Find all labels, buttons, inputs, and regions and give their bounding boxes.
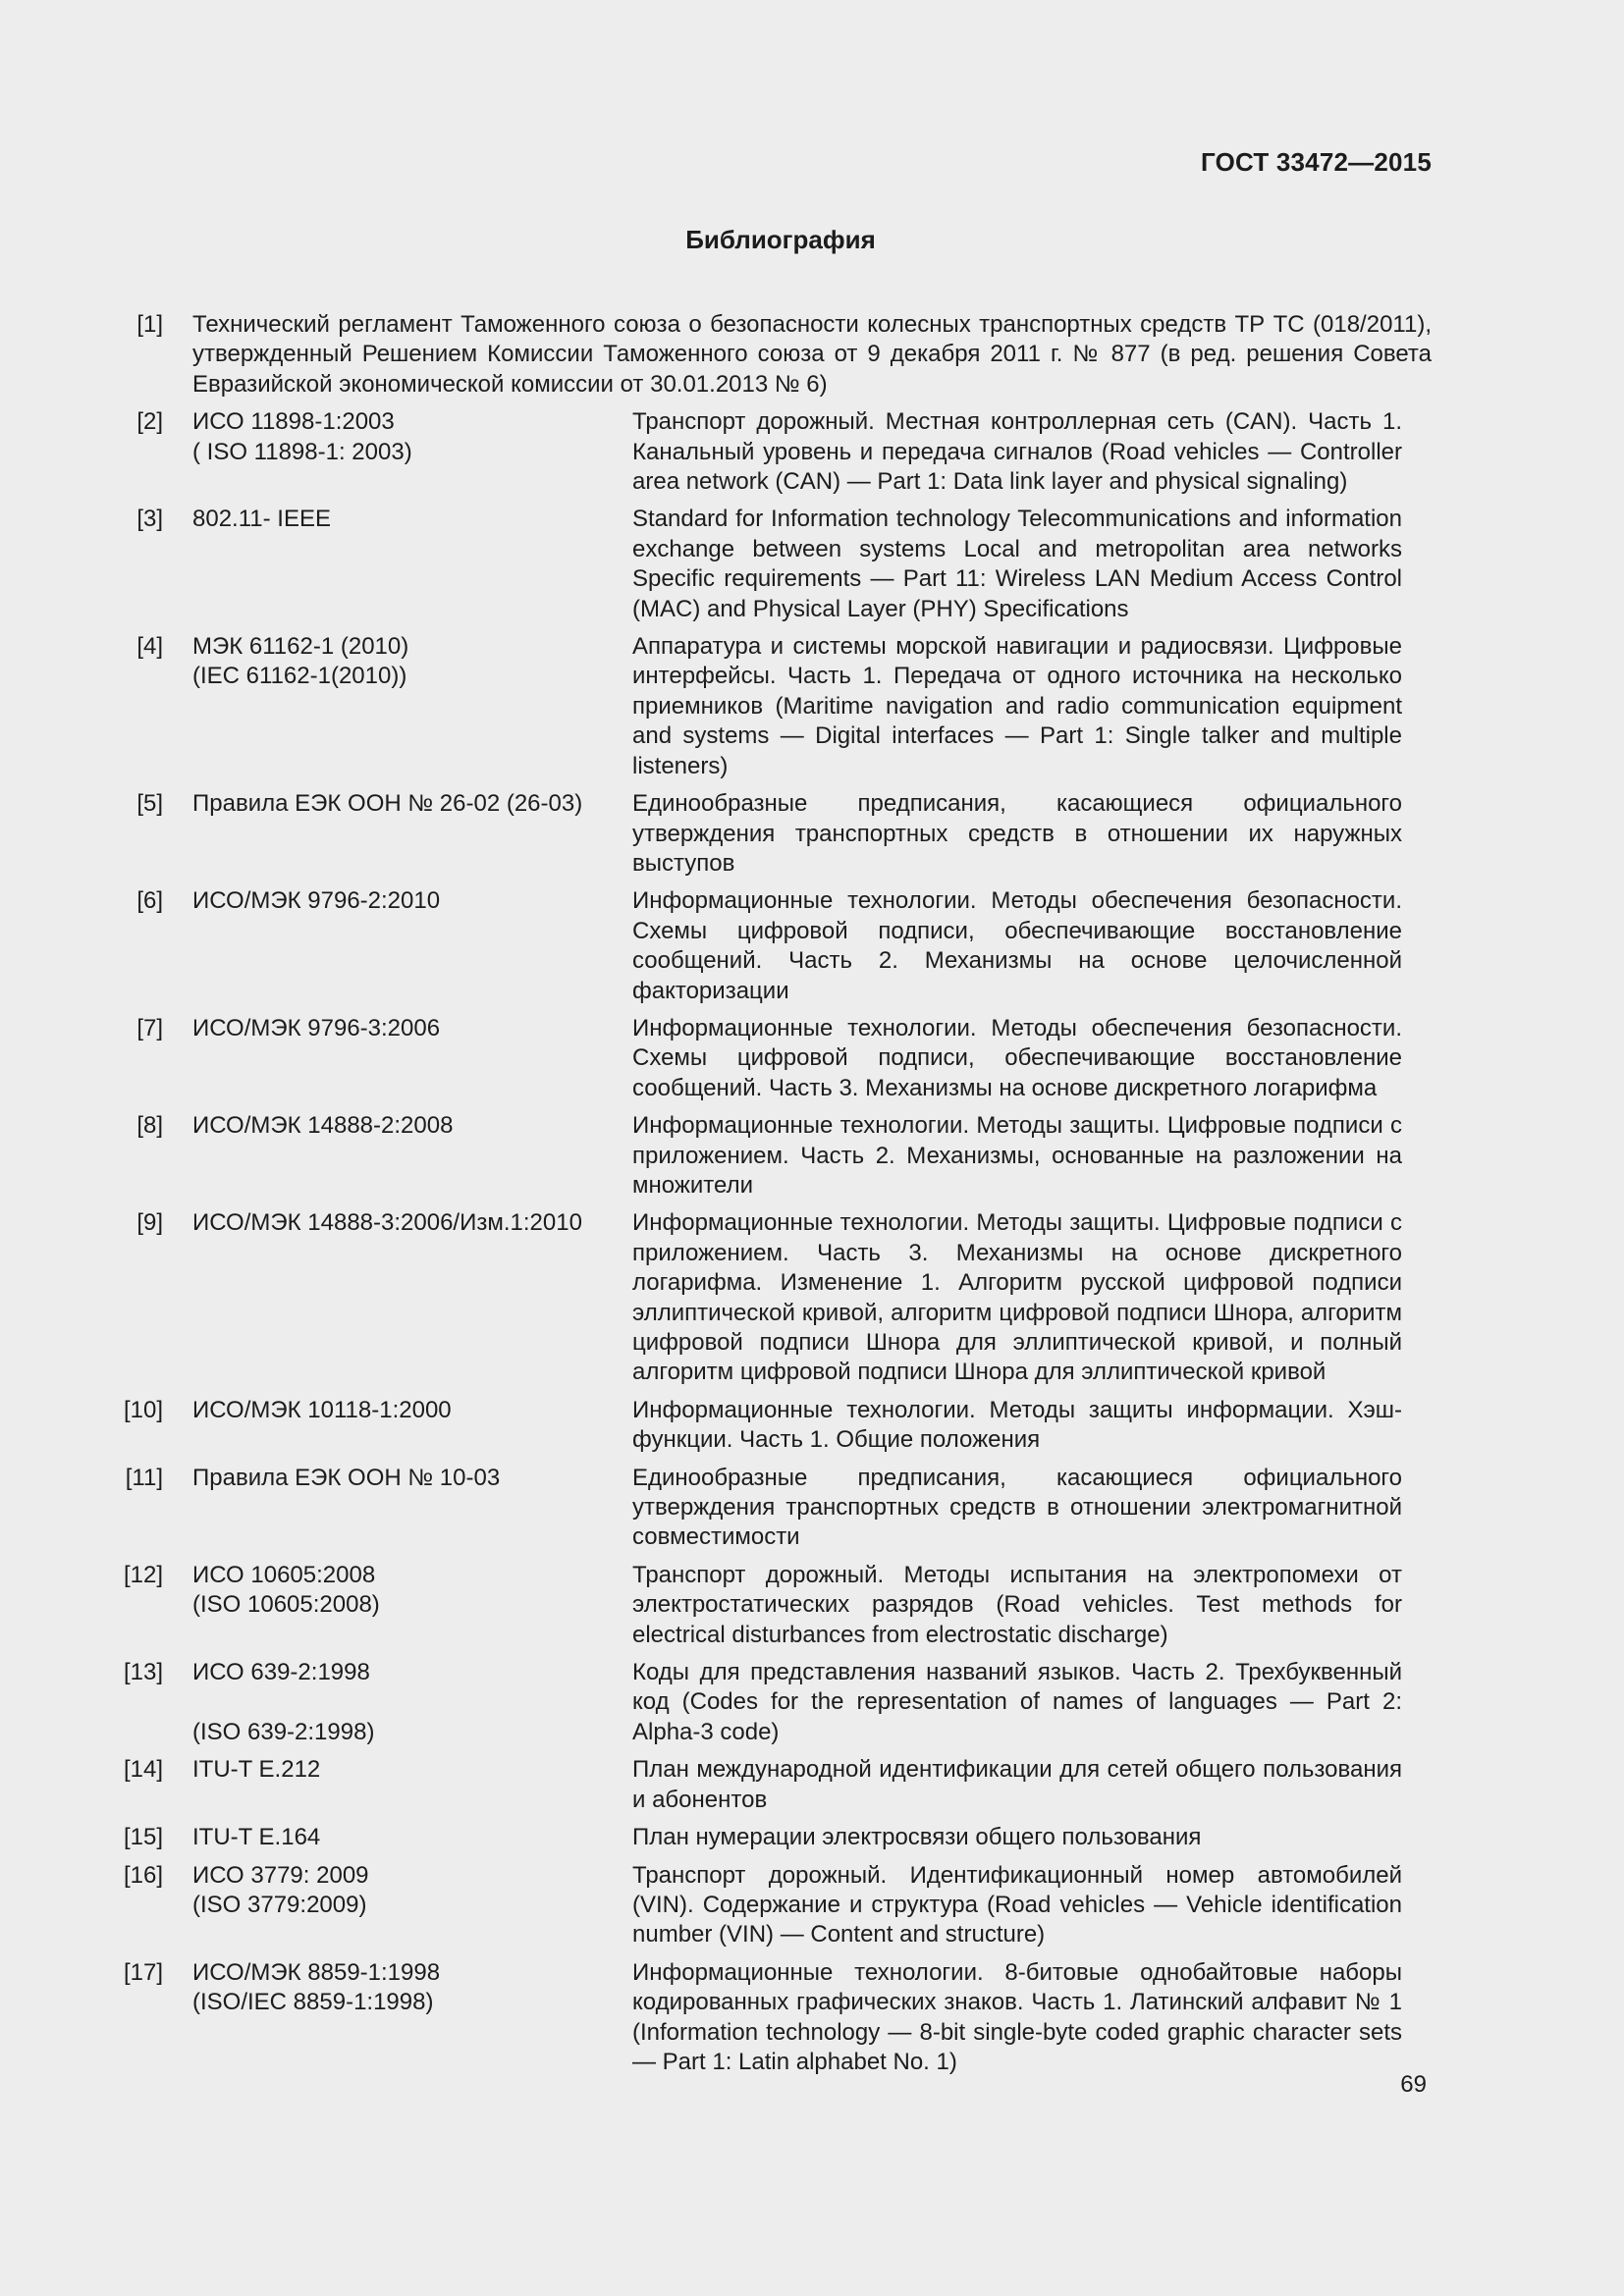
entry-description: Информационные технологии. Методы защиты. Цифровые подписи с приложением. Часть 2. Механизмы, основанные на разложении на множители (632, 1112, 1402, 1199)
entry-reference (163, 1396, 632, 1456)
entry-number: [11] (125, 1464, 163, 1491)
page-title: Библиография (685, 225, 876, 254)
reference-code: ИСО/МЭК 9796-2:2010 (192, 887, 441, 915)
entry-reference (163, 789, 632, 879)
bibliography-entry (116, 886, 1432, 1006)
entry-number: [16] (123, 1861, 163, 1889)
reference-code: ИСО/МЭК 8859-1:1998 (192, 1958, 441, 1986)
reference-code: ИСО/МЭК 14888-3:2006/Изм.1:2010 (192, 1209, 582, 1237)
entry-reference (163, 1014, 632, 1103)
reference-code: ИСО 10605:2008 (192, 1561, 376, 1588)
bibliography-entry (116, 789, 1432, 879)
entry-reference (163, 407, 632, 497)
entry-reference (163, 632, 632, 781)
bibliography-entry (116, 1111, 1432, 1201)
reference-code: 802.11- IEEE (192, 506, 331, 533)
entry-description: Информационные технологии. Методы защиты информации. Хэш-функции. Часть 1. Общие положения (632, 1396, 1402, 1454)
entry-reference (163, 1464, 632, 1553)
entry-reference (163, 1823, 632, 1852)
entry-number: [10] (123, 1396, 163, 1423)
entry-number: [17] (123, 1958, 163, 1986)
entry-reference (163, 1958, 632, 2078)
bibliography-entry (116, 505, 1432, 624)
reference-code: ITU-T E.212 (192, 1756, 321, 1784)
entry-reference (163, 886, 632, 1006)
entry-number: [9] (136, 1209, 163, 1237)
entry-reference (163, 1755, 632, 1815)
entry-description: Транспорт дорожный. Методы испытания на электропомехи от электростатических разрядов (Road vehicles. Test methods for electrical disturbances from electrostatic discharge) (632, 1561, 1402, 1648)
entry-description: План нумерации электросвязи общего пользования (632, 1824, 1202, 1851)
reference-code-alt: (ISO 639-2:1998) (192, 1718, 375, 1745)
entry-description: Standard for Information technology Telecommunications and information exchange between systems Local and metropolitan area networks Specific requirements — Part 11: Wireless LAN Medium Access Control (MAC) and Physical Layer (PHY) Specifications (632, 506, 1402, 622)
bibliography-entry (116, 1464, 1432, 1553)
reference-code: ИСО/МЭК 9796-3:2006 (192, 1014, 441, 1041)
reference-code: ИСО/МЭК 14888-2:2008 (192, 1112, 454, 1140)
entry-reference (163, 1561, 632, 1650)
bibliography-entry (116, 1823, 1432, 1852)
entry-reference (163, 1111, 632, 1201)
entry-number: [2] (136, 408, 163, 436)
entry-description: Информационные технологии. Методы обеспечения безопасности. Схемы цифровой подписи, обеспечивающие восстановление сообщений. Часть 3. Механизмы на основе дискретного логарифма (632, 1014, 1402, 1101)
entry-number: [4] (136, 633, 163, 661)
entry-reference (163, 1658, 632, 1747)
entry-description: Информационные технологии. Методы обеспечения безопасности. Схемы цифровой подписи, обеспечивающие восстановление сообщений. Часть 2. Механизмы на основе целочисленной факторизации (632, 887, 1402, 1004)
entry-number: [3] (136, 506, 163, 533)
entry-description: Единообразные предписания, касающиеся официального утверждения транспортных средств в отношении их наружных выступов (632, 790, 1402, 877)
bibliography-entry (116, 407, 1432, 497)
reference-code: Правила ЕЭК ООН № 26-02 (26-03) (192, 790, 583, 818)
reference-code: ИСО 3779: 2009 (192, 1861, 369, 1889)
page-number: 69 (1400, 2071, 1427, 2098)
reference-code: ИСО/МЭК 10118-1:2000 (192, 1396, 452, 1423)
bibliography-entry (116, 1755, 1432, 1815)
entry-description: Информационные технологии. 8-битовые однобайтовые наборы кодированных графических знаков. Часть 1. Латинский алфавит № 1 (Information technology — 8-bit single-byte coded graphic character sets — Part 1: Latin alphabet No. 1) (632, 1958, 1402, 2075)
reference-code: ИСО 11898-1:2003 (192, 408, 395, 436)
bibliography-entry (116, 1561, 1432, 1650)
reference-code-alt: (ISO/IEC 8859-1:1998) (192, 1989, 434, 2016)
entry-full-text: Технический регламент Таможенного союза о безопасности колесных транспортных средств ТР ТС (018/2011), утвержденный Решением Комиссии Таможенного союза от 9 декабря 2011 г. № 877 (в ред. решения Совета Евразийской экономической комиссии от 30.01.2013 № 6) (192, 311, 1432, 398)
entry-description: Транспорт дорожный. Идентификационный номер автомобилей (VIN). Содержание и структура (Road vehicles — Vehicle identification number (VIN) — Content and structure) (632, 1861, 1402, 1949)
bibliography-entry (116, 1014, 1432, 1103)
entry-number: [8] (136, 1112, 163, 1140)
entry-reference (163, 505, 632, 624)
entry-description: Единообразные предписания, касающиеся официального утверждения транспортных средств в отношении электромагнитной совместимости (632, 1464, 1402, 1551)
entry-number: [15] (123, 1824, 163, 1851)
document-code: ГОСТ 33472—2015 (1201, 147, 1432, 177)
bibliography-entry (116, 1208, 1432, 1387)
entry-reference (163, 1208, 632, 1387)
bibliography-entry (116, 1861, 1432, 1950)
reference-code-alt: (ISO 10605:2008) (192, 1591, 380, 1619)
entry-number: [14] (123, 1756, 163, 1784)
bibliography-entry (116, 1396, 1432, 1456)
entry-description: Транспорт дорожный. Местная контроллерная сеть (CAN). Часть 1. Канальный уровень и передача сигналов (Road vehicles — Controller area network (CAN) — Part 1: Data link layer and physical signaling) (632, 408, 1402, 496)
reference-code-alt: ( ISO 11898-1: 2003) (192, 438, 412, 465)
bibliography-entry (116, 1658, 1432, 1747)
bibliography-entry (116, 310, 1432, 400)
reference-code: Правила ЕЭК ООН № 10-03 (192, 1464, 501, 1491)
entry-description: Коды для представления названий языков. Часть 2. Трехбуквенный код (Codes for the representation of names of languages — Part 2: Alpha-3 code) (632, 1659, 1402, 1745)
entry-number: [1] (136, 311, 163, 338)
bibliography-list (116, 310, 1432, 2085)
entry-number: [5] (136, 790, 163, 818)
reference-code-alt: (ISO 3779:2009) (192, 1891, 367, 1918)
entry-description: Информационные технологии. Методы защиты. Цифровые подписи с приложением. Часть 3. Механизмы на основе дискретного логарифма. Изменение 1. Алгоритм русской цифровой подписи эллиптической кривой, алгоритм цифровой подписи Шнора, алгоритм цифровой подписи Шнора для эллиптической кривой, и полный алгоритм цифровой подписи Шнора для эллиптической кривой (632, 1209, 1402, 1386)
entry-number: [6] (136, 887, 163, 915)
entry-reference (163, 1861, 632, 1950)
reference-code: ИСО 639-2:1998 (192, 1659, 370, 1686)
entry-number: [12] (123, 1561, 163, 1588)
entry-number: [7] (136, 1014, 163, 1041)
reference-code-alt: (IEC 61162-1(2010)) (192, 663, 407, 690)
reference-code: ITU-T E.164 (192, 1824, 321, 1851)
reference-code: МЭК 61162-1 (2010) (192, 633, 409, 661)
entry-description: Аппаратура и системы морской навигации и радиосвязи. Цифровые интерфейсы. Часть 1. Передача от одного источника на несколько приемников (Maritime navigation and radio communication equipment and systems — Digital interfaces — Part 1: Single talker and multiple listeners) (632, 633, 1402, 779)
bibliography-entry (116, 632, 1432, 781)
entry-description: План международной идентификации для сетей общего пользования и абонентов (632, 1756, 1402, 1813)
bibliography-entry (116, 1958, 1432, 2078)
entry-number: [13] (123, 1659, 163, 1686)
